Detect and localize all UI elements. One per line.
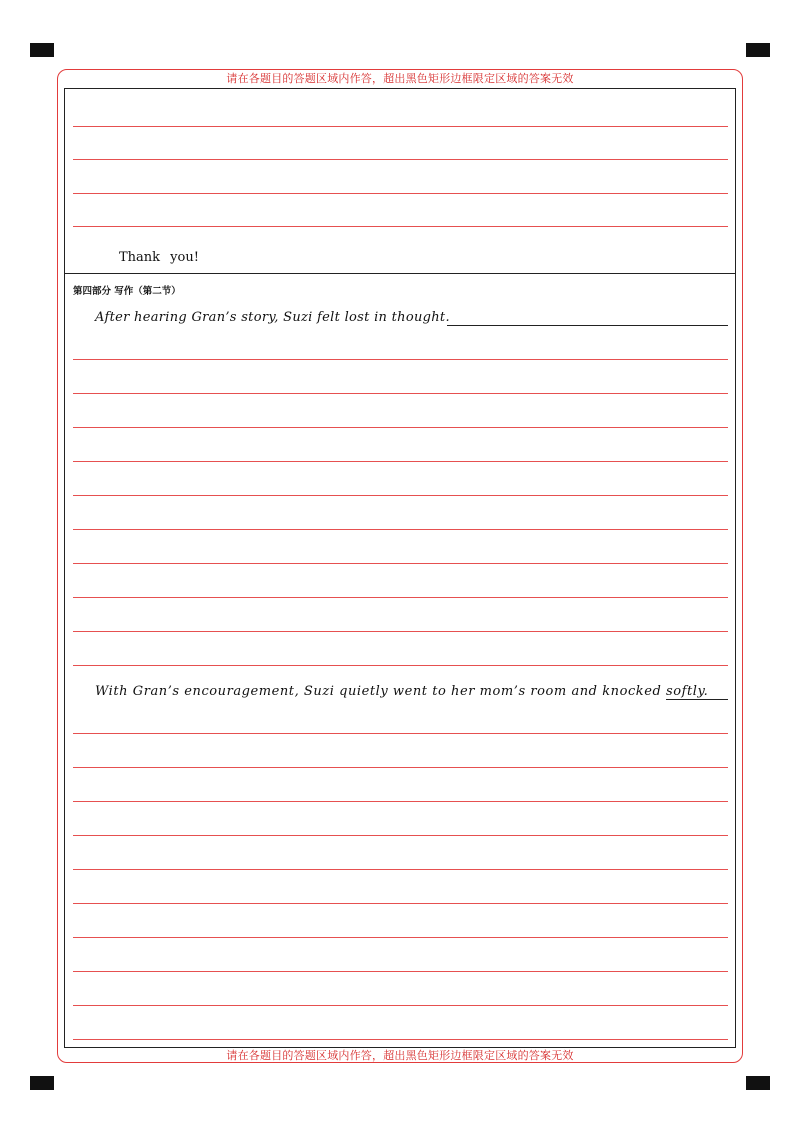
registration-marker-top-left <box>30 43 54 57</box>
writing-line[interactable] <box>73 193 728 194</box>
writing-line[interactable] <box>73 869 728 870</box>
paragraph1-opening: After hearing Gran’s story, Suzi felt lost in thought. <box>95 310 450 325</box>
writing-line[interactable] <box>73 427 728 428</box>
writing-line[interactable] <box>73 159 728 160</box>
header-warning: 请在各题目的答题区域内作答，超出黑色矩形边框限定区域的答案无效 <box>226 72 574 85</box>
writing-line[interactable] <box>73 903 728 904</box>
writing-line[interactable] <box>73 529 728 530</box>
answer-box-part1 <box>64 88 736 274</box>
writing-line[interactable] <box>73 631 728 632</box>
writing-line[interactable] <box>73 971 728 972</box>
writing-line[interactable] <box>73 563 728 564</box>
registration-marker-bottom-right <box>746 1076 770 1090</box>
writing-line[interactable] <box>73 597 728 598</box>
paragraph2-continuation-line[interactable] <box>666 699 728 700</box>
writing-line[interactable] <box>73 226 728 227</box>
writing-line[interactable] <box>73 937 728 938</box>
writing-line[interactable] <box>73 1005 728 1006</box>
section-title: 第四部分 写作（第二节） <box>73 286 181 297</box>
writing-line[interactable] <box>73 495 728 496</box>
writing-line[interactable] <box>73 665 728 666</box>
paragraph2-opening: With Gran’s encouragement, Suzi quietly went to her mom’s room and knocked softly. <box>95 684 709 699</box>
writing-line[interactable] <box>73 1039 728 1040</box>
footer-warning: 请在各题目的答题区域内作答，超出黑色矩形边框限定区域的答案无效 <box>226 1049 574 1062</box>
writing-line[interactable] <box>73 126 728 127</box>
writing-line[interactable] <box>73 835 728 836</box>
writing-line[interactable] <box>73 733 728 734</box>
writing-line[interactable] <box>73 393 728 394</box>
writing-line[interactable] <box>73 359 728 360</box>
paragraph1-continuation-line[interactable] <box>447 325 728 326</box>
answer-box-part2 <box>64 273 736 1048</box>
writing-line[interactable] <box>73 461 728 462</box>
registration-marker-bottom-left <box>30 1076 54 1090</box>
registration-marker-top-right <box>746 43 770 57</box>
writing-line[interactable] <box>73 767 728 768</box>
closing-text: Thank you! <box>119 250 199 265</box>
writing-line[interactable] <box>73 801 728 802</box>
